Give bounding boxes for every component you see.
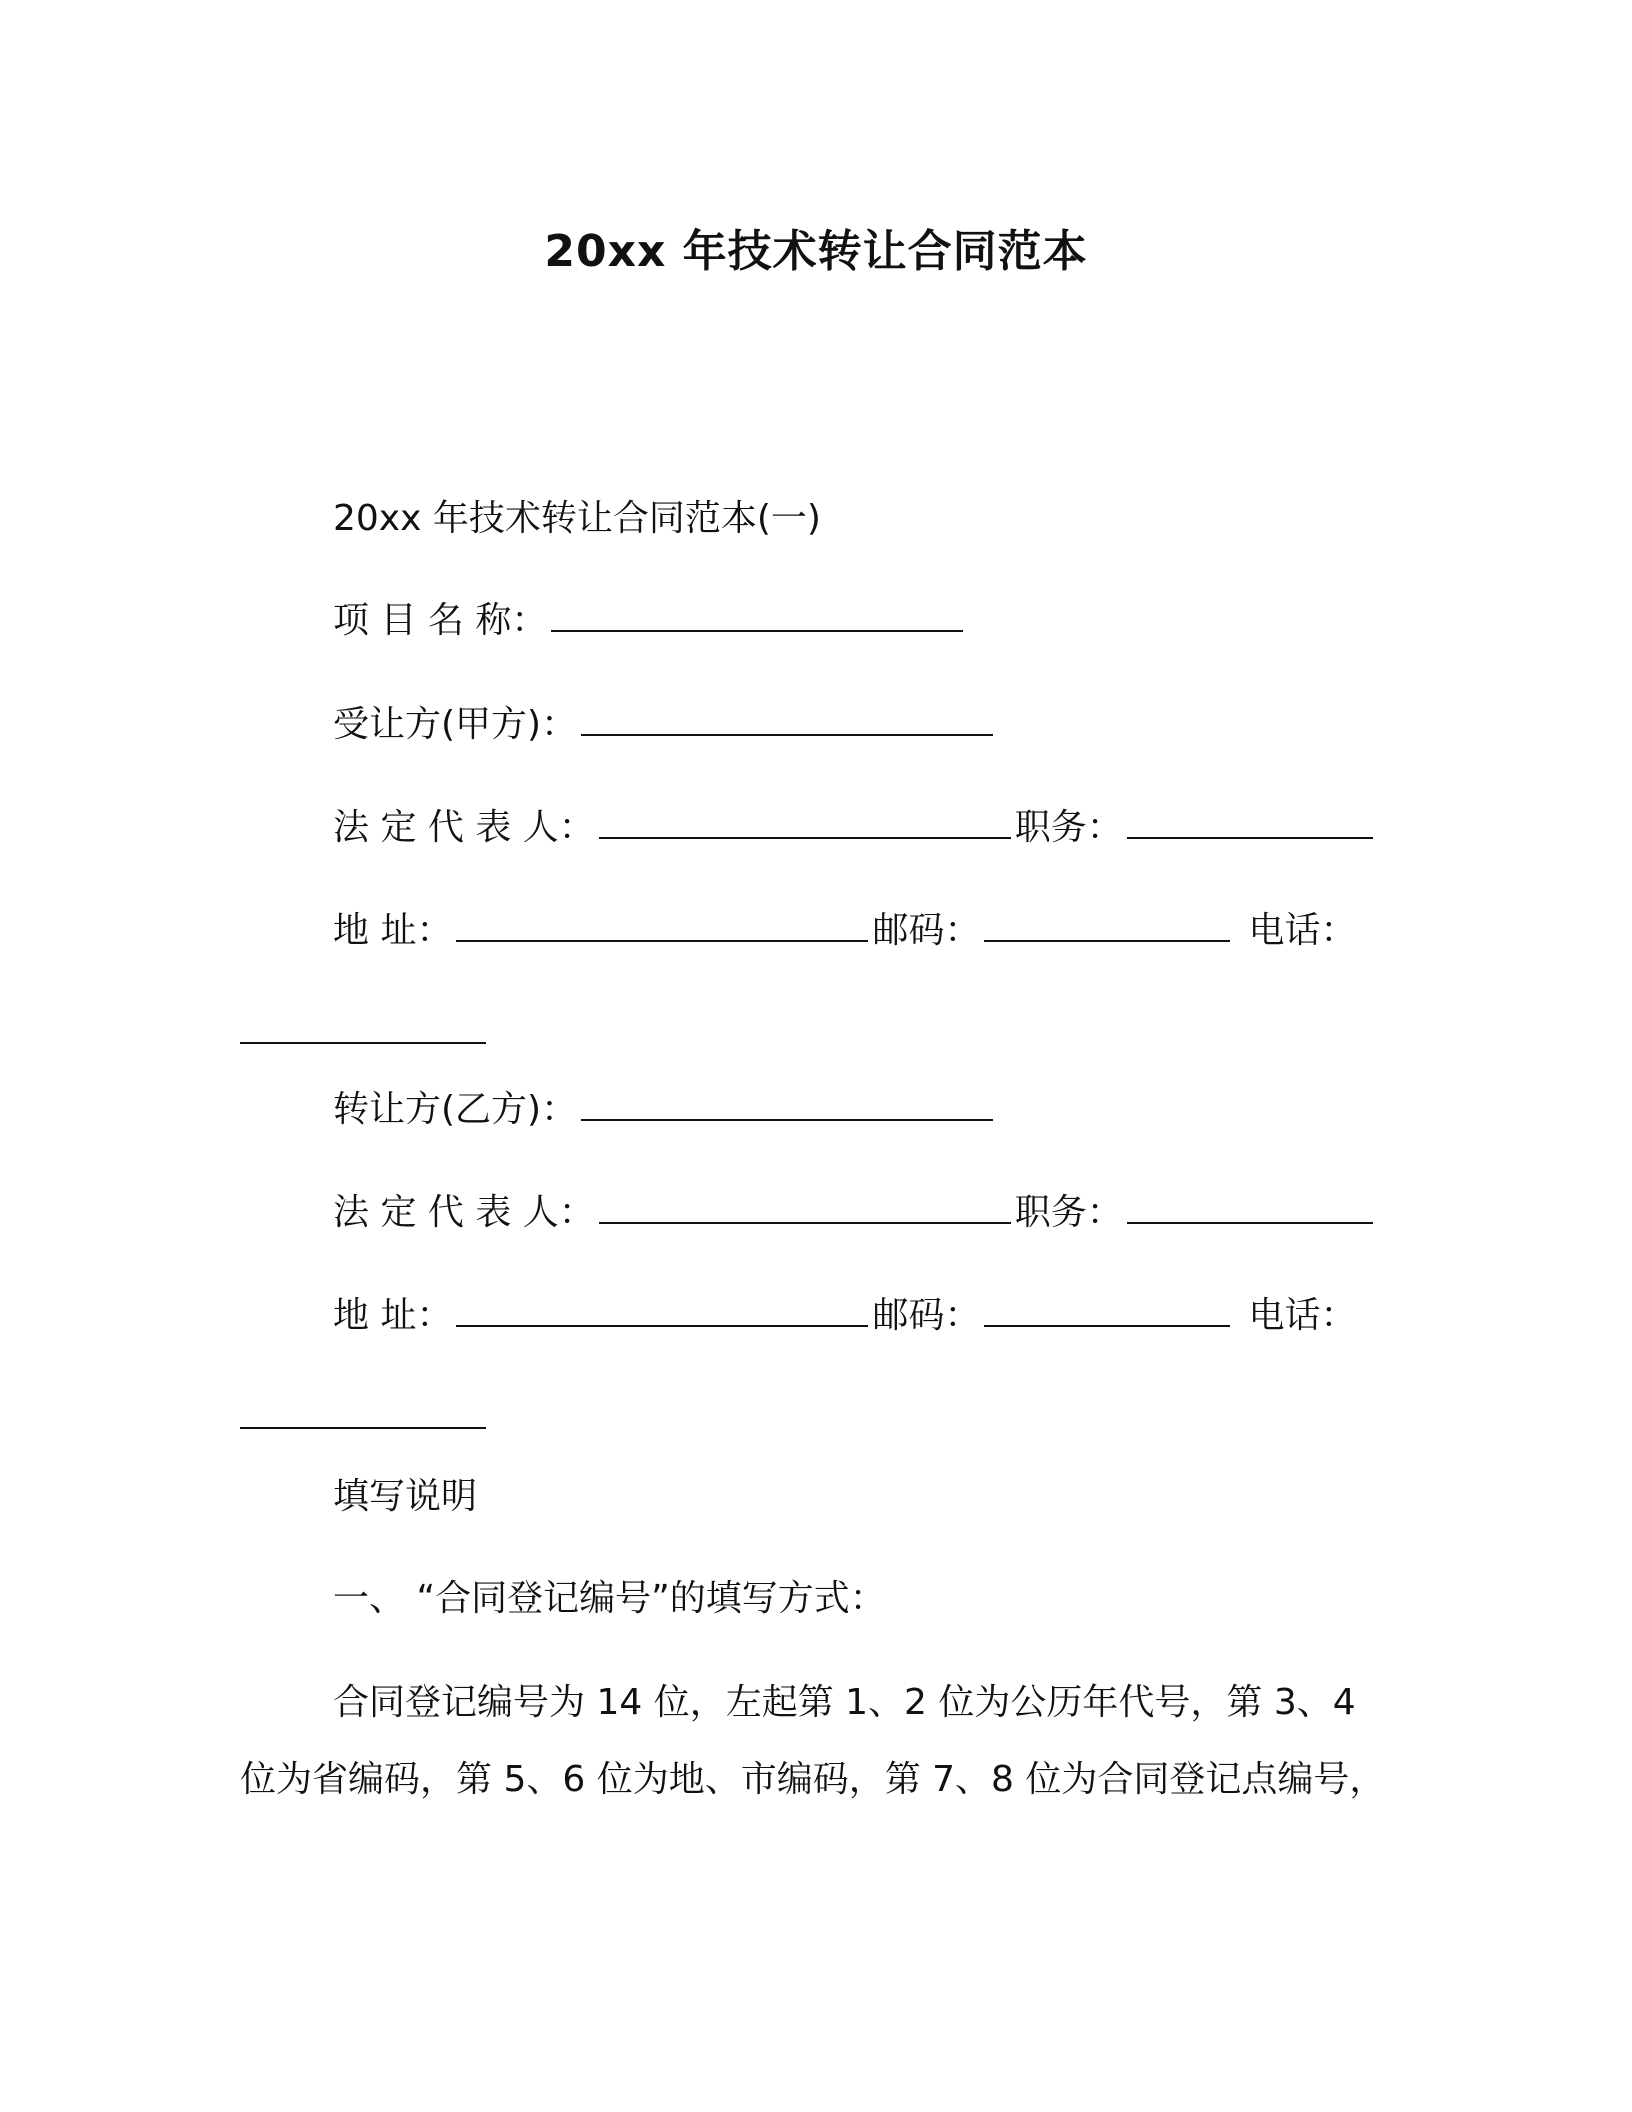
contract-subtitle: 20xx 年技术转让合同范本(一) [333,498,821,539]
assignee-address-row [333,906,1356,956]
assignee-rep-label: 法 定 代 表 人： [333,807,595,848]
assignee-row [333,700,997,750]
assignor-position-blank[interactable] [1127,1188,1373,1224]
section1-heading: 一、 “合同登记编号”的填写方式： [333,1578,886,1619]
instructions-heading: 填写说明 [333,1476,478,1517]
project-name-label: 项 目 名 称： [333,600,548,641]
assignor-postcode-label: 邮码： [872,1295,981,1336]
assignee-rep-row [333,803,1377,853]
assignor-postcode-blank[interactable] [984,1291,1230,1327]
assignee-position-label: 职务： [1014,807,1123,848]
assignor-row [333,1085,997,1135]
project-name-blank[interactable] [551,596,963,632]
assignee-address-label: 地 址： [333,910,453,951]
assignee-phone-label: 电话： [1248,910,1357,951]
assignor-phone-continuation [240,1393,490,1443]
assignor-address-row [333,1291,1356,1341]
assignor-blank[interactable] [581,1085,993,1121]
assignor-position-label: 职务： [1014,1192,1123,1233]
document-title: 20xx 年技术转让合同范本 [544,226,1088,277]
assignor-phone-label: 电话： [1248,1295,1357,1336]
assignor-rep-blank[interactable] [599,1188,1011,1224]
assignor-address-blank[interactable] [456,1291,868,1327]
assignee-phone-blank[interactable] [240,1008,486,1044]
assignor-rep-label: 法 定 代 表 人： [333,1192,595,1233]
assignee-label: 受让方(甲方)： [333,704,578,745]
assignee-rep-blank[interactable] [599,803,1011,839]
assignor-phone-blank[interactable] [240,1393,486,1429]
project-name-row [333,596,967,646]
assignor-label: 转让方(乙方)： [333,1089,578,1130]
assignor-rep-row [333,1188,1377,1238]
paragraph1-line2: 位为省编码，第 5、6 位为地、市编码，第 7、8 位为合同登记点编号， [240,1759,1386,1800]
assignee-phone-continuation [240,1008,490,1058]
assignor-address-label: 地 址： [333,1295,453,1336]
assignee-position-blank[interactable] [1127,803,1373,839]
assignee-postcode-label: 邮码： [872,910,981,951]
paragraph1-line1: 合同登记编号为 14 位，左起第 1、2 位为公历年代号，第 3、4 [333,1682,1356,1723]
assignee-address-blank[interactable] [456,906,868,942]
assignee-postcode-blank[interactable] [984,906,1230,942]
assignee-blank[interactable] [581,700,993,736]
